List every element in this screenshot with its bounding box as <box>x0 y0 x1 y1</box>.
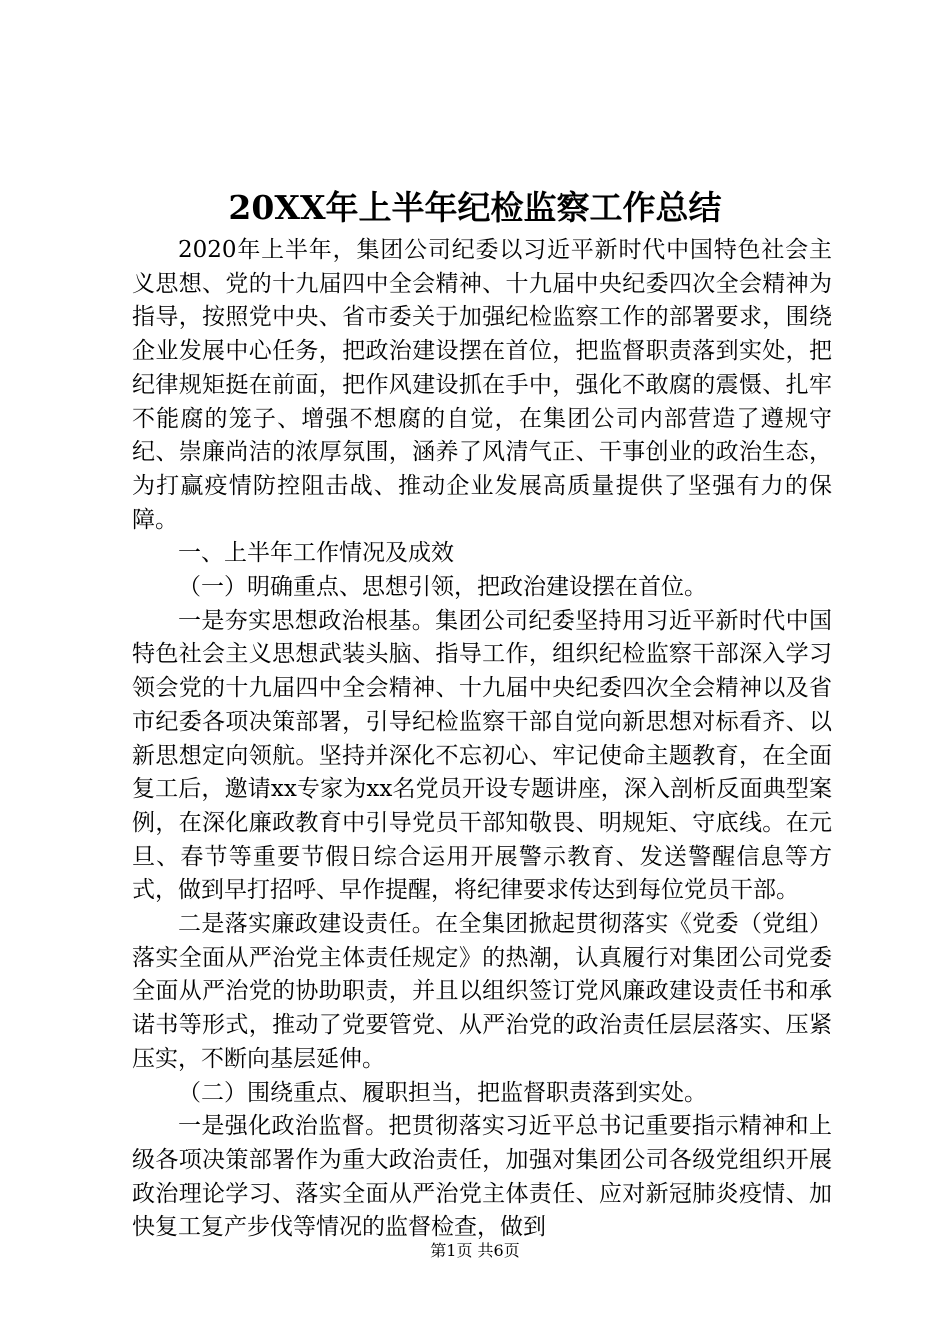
document-body <box>132 234 832 1245</box>
intro-paragraph: 2020年上半年，集团公司纪委以习近平新时代中国特色社会主义思想、党的十九届四中全会精神、十九届中央纪委四次全会精神为指导，按照党中央、省市委关于加强纪检监察工作的部署要求，围绕企业发展中心任务，把政治建设摆在首位，把监督职责落到实处，把纪律规矩挺在前面，把作风建设抓在手中，强化不敢腐的震慑、扎牢不能腐的笼子、增强不想腐的自觉，在集团公司内部营造了遵规守纪、崇廉尚洁的浓厚氛围，涵养了风清气正、干事创业的政治生态，为打赢疫情防控阻击战、推动企业发展高质量提供了坚强有力的保障。 <box>132 237 832 533</box>
paragraph-integrity-responsibility: 二是落实廉政建设责任。在全集团掀起贯彻落实《党委（党组）落实全面从严治党主体责任规定》的热潮，认真履行对集团公司党委全面从严治党的协助职责，并且以组织签订党风廉政建设责任书和承诺书等形式，推动了党要管党、从严治党的政治责任层层落实、压紧压实，不断向基层延伸。 <box>132 911 832 1072</box>
document-title: 20XX年上半年纪检监察工作总结 <box>228 188 722 227</box>
paragraph-thought-foundation: 一是夯实思想政治根基。集团公司纪委坚持用习近平新时代中国特色社会主义思想武装头脑、指导工作，组织纪检监察干部深入学习领会党的十九届四中全会精神、十九届中央纪委四次全会精神以及省市纪委各项决策部署，引导纪检监察干部自觉向新思想对标看齐、以新思想定向领航。坚持并深化不忘初心、牢记使命主题教育，在全面复工后，邀请xx专家为xx名党员开设专题讲座，深入剖析反面典型案例，在深化廉政教育中引导党员干部知敬畏、明规矩、守底线。在元旦、春节等重要节假日综合运用开展警示教育、发送警醒信息等方式，做到早打招呼、早作提醒，将纪律要求传达到每位党员干部。 <box>132 607 832 904</box>
paragraph-political-supervision: 一是强化政治监督。把贯彻落实习近平总书记重要指示精神和上级各项决策部署作为重大政治责任，加强对集团公司各级党组织开展政治理论学习、落实全面从严治党主体责任、应对新冠肺炎疫情、加快复工复产步伐等情况的监督检查，做到 <box>132 1113 832 1241</box>
subsection-heading-2: （二）围绕重点、履职担当，把监督职责落到实处。 <box>178 1079 707 1106</box>
section-heading: 一、上半年工作情况及成效 <box>178 540 454 567</box>
subsection-heading-1: （一）明确重点、思想引领，把政治建设摆在首位。 <box>178 574 707 601</box>
page-footer: 第1页 共6页 <box>430 1241 520 1260</box>
